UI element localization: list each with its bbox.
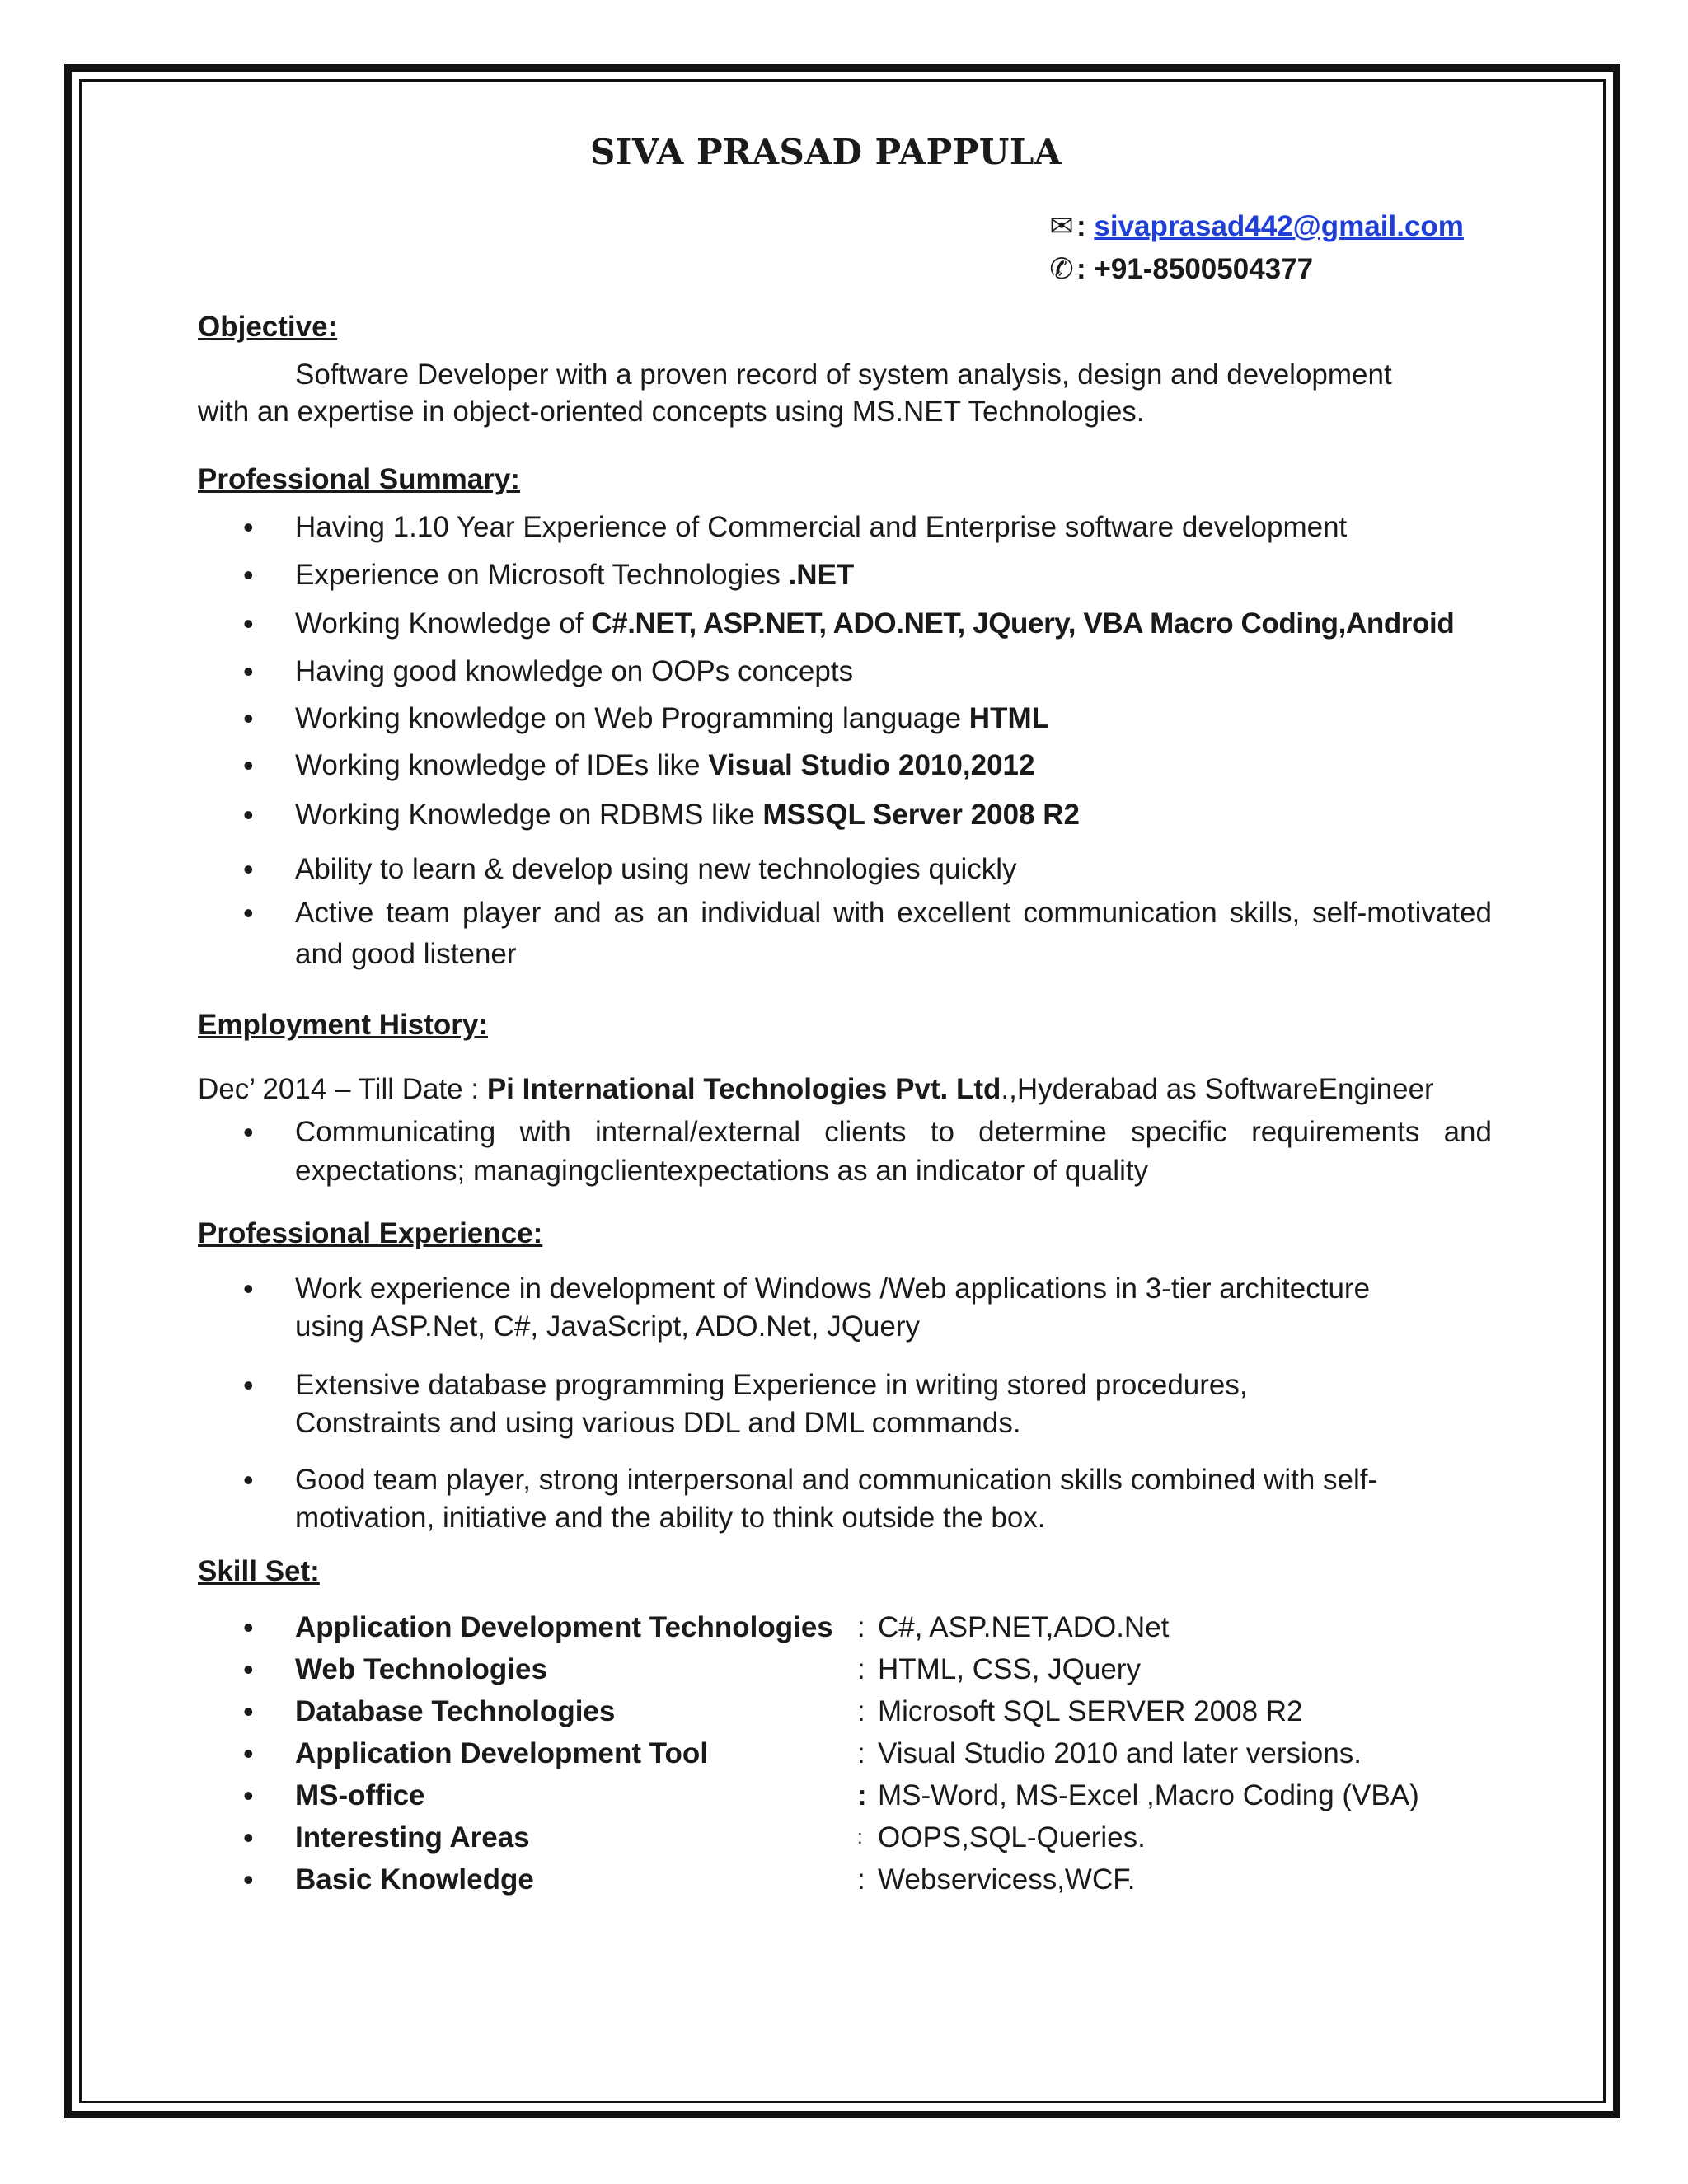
objective-line-2: with an expertise in object-oriented concepts using MS.NET Technologies. xyxy=(198,396,1145,428)
list-item: • Good team player, strong interpersonal and communication skills combined with self- motivation, initiative and the ability to think outside the box. xyxy=(198,1461,1377,1537)
list-item: • Active team player and as an individual with excellent communication skills, self-motivated and good listener xyxy=(198,893,1492,975)
email-line xyxy=(1047,209,1464,245)
phone-line xyxy=(1047,251,1313,288)
employment-period: Dec’ 2014 – Till Date : xyxy=(198,1073,487,1105)
summary-heading: Professional Summary: xyxy=(198,463,520,495)
list-item: • Having 1.10 Year Experience of Commercial and Enterprise software development xyxy=(198,509,1347,546)
employment-role: .,Hyderabad as SoftwareEngineer xyxy=(1001,1073,1434,1105)
phone-icon: ✆ xyxy=(1049,253,1074,285)
employment-heading: Employment History: xyxy=(198,1009,488,1041)
envelope-icon: ✉ xyxy=(1049,210,1074,242)
phone-separator: : xyxy=(1076,253,1086,285)
email-separator: : xyxy=(1076,210,1086,242)
skill-row: • Database Technologies : Microsoft SQL SERVER 2008 R2 xyxy=(198,1690,1500,1732)
skill-row: • Interesting Areas : OOPS,SQL-Queries. xyxy=(198,1816,1500,1858)
employment-entry xyxy=(198,1071,1434,1108)
skill-row: • Web Technologies : HTML, CSS, JQuery xyxy=(198,1648,1500,1690)
list-item: • Working knowledge of IDEs like Visual Studio 2010,2012 xyxy=(198,748,1034,784)
phone-number: +91-8500504377 xyxy=(1094,253,1314,285)
list-item: • Ability to learn & develop using new technologies quickly xyxy=(198,851,1017,888)
candidate-name: SIVA PRASAD PAPPULA xyxy=(589,132,1062,172)
list-item: • Working knowledge on Web Programming language HTML xyxy=(198,701,1049,737)
skills-heading: Skill Set: xyxy=(198,1555,320,1587)
employer-name: Pi International Technologies Pvt. Ltd xyxy=(486,1073,1001,1105)
email-link[interactable]: sivaprasad442@gmail.com xyxy=(1094,210,1464,242)
list-item: • Working Knowledge of C#.NET, ASP.NET, ADO.NET, JQuery, VBA Macro Coding,Android xyxy=(198,606,1454,642)
skill-row: • Basic Knowledge : Webservicess,WCF. xyxy=(198,1858,1500,1900)
objective-heading: Objective: xyxy=(198,311,338,343)
experience-heading: Professional Experience: xyxy=(198,1217,543,1249)
list-item: • Communicating with internal/external clients to determine specific requirements and expectations; managingclientexpectations as an indicator of quality xyxy=(198,1113,1492,1190)
list-item: • Experience on Microsoft Technologies .NET xyxy=(198,557,854,593)
list-item: • Having good knowledge on OOPs concepts xyxy=(198,654,853,690)
list-item: • Working Knowledge on RDBMS like MSSQL Server 2008 R2 xyxy=(198,797,1080,833)
skill-row: • Application Development Technologies : C#, ASP.NET,ADO.Net xyxy=(198,1606,1500,1648)
list-item: • Extensive database programming Experience in writing stored procedures, Constraints and using various DDL and DML commands. xyxy=(198,1366,1248,1442)
list-item: • Work experience in development of Windows /Web applications in 3-tier architecture using ASP.Net, C#, JavaScript, ADO.Net, JQuery xyxy=(198,1270,1370,1346)
skills-list xyxy=(198,1606,1500,1900)
skill-row: • MS-office : MS-Word, MS-Excel ,Macro Coding (VBA) xyxy=(198,1774,1500,1816)
skill-row: • Application Development Tool : Visual Studio 2010 and later versions. xyxy=(198,1732,1500,1774)
objective-line-1: Software Developer with a proven record of system analysis, design and development xyxy=(295,359,1392,391)
